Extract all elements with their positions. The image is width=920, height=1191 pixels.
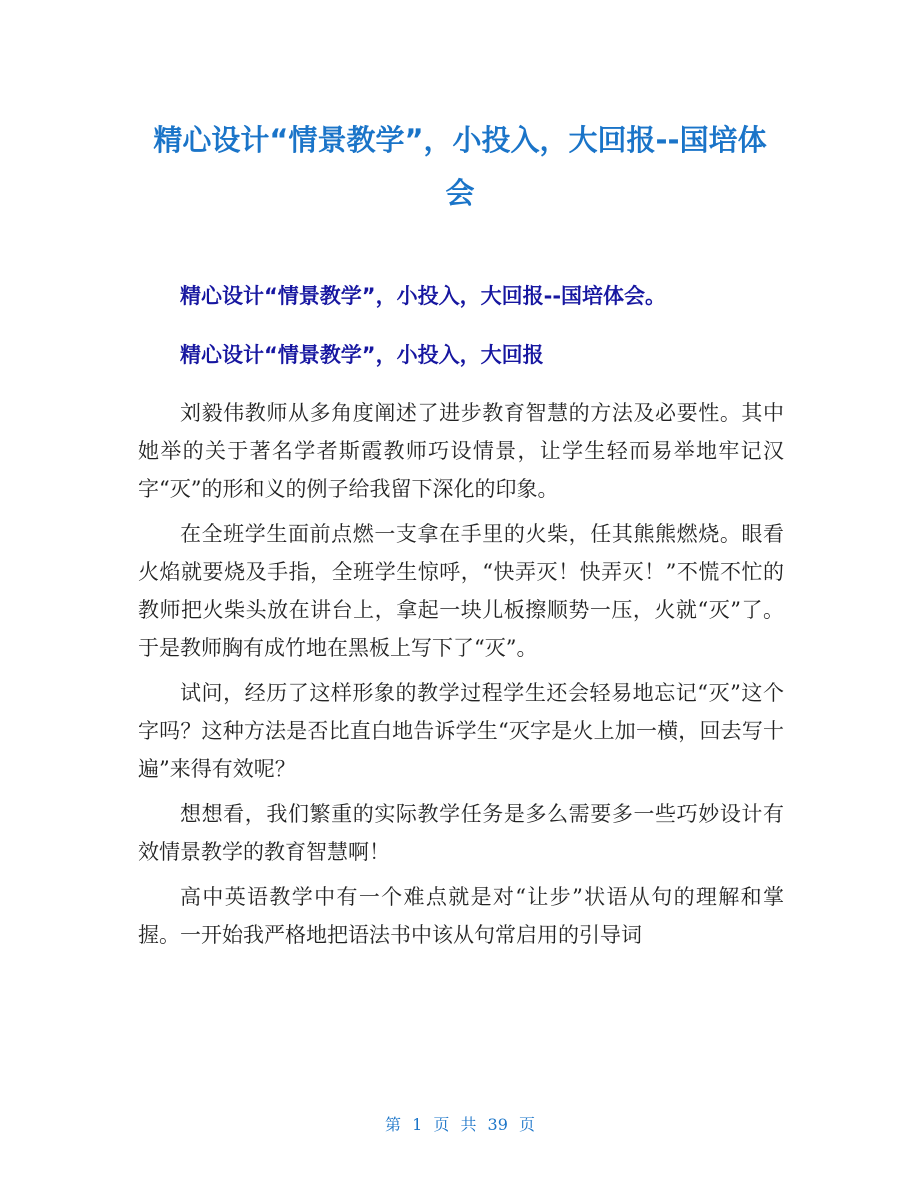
document-title: 精心设计“情景教学”，小投入，大回报--国培体会 xyxy=(153,123,767,210)
subheading-1: 精心设计“情景教学”，小投入，大回报--国培体会。 xyxy=(180,284,667,308)
paragraph: 想想看，我们繁重的实际教学任务是多么需要多一些巧妙设计有效情景教学的教育智慧啊！ xyxy=(138,802,784,864)
paragraph: 刘毅伟教师从多角度阐述了进步教育智慧的方法及必要性。其中她举的关于著名学者斯霞教师巧设情景，让学生轻而易举地牢记汉字“灭”的形和义的例子给我留下深化的印象。 xyxy=(138,401,784,501)
paragraph: 试问，经历了这样形象的教学过程学生还会轻易地忘记“灭”这个字吗？这种方法是否比直白地告诉学生“灭字是火上加一横，回去写十遍”来得有效呢？ xyxy=(138,681,784,781)
subheading-2: 精心设计“情景教学”，小投入，大回报 xyxy=(180,343,544,367)
paragraph: 高中英语教学中有一个难点就是对“让步”状语从句的理解和掌握。一开始我严格地把语法书中该从句常启用的引导词 xyxy=(138,885,784,947)
body-text xyxy=(138,394,784,961)
paragraph: 在全班学生面前点燃一支拿在手里的火柴，任其熊熊燃烧。眼看火焰就要烧及手指，全班学生惊呼，“快弄灭！快弄灭！”不慌不忙的教师把火柴头放在讲台上，拿起一块儿板擦顺势一压，火就“灭”了。于是教师胸有成竹地在黑板上写下了“灭”。 xyxy=(138,522,784,660)
page-indicator: 第 1 页 共 39 页 xyxy=(385,1115,535,1134)
